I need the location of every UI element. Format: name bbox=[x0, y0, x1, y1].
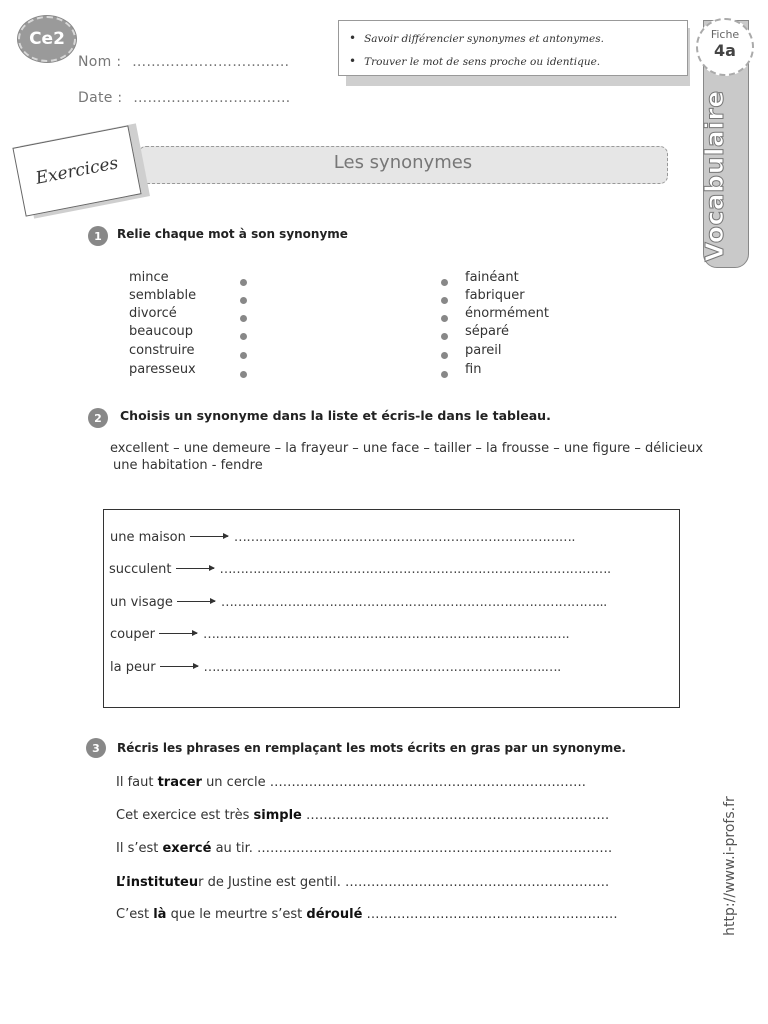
left-word: construire bbox=[129, 343, 195, 358]
exercise-1-number: 1 bbox=[88, 226, 108, 246]
left-match-dot[interactable] bbox=[240, 279, 247, 286]
answer-row[interactable] bbox=[110, 595, 607, 610]
answer-line[interactable]: ……………………………………………………………. bbox=[301, 808, 610, 823]
word-list bbox=[110, 440, 750, 474]
left-match-dot[interactable] bbox=[240, 352, 247, 359]
right-word: séparé bbox=[465, 324, 510, 339]
left-match-dot[interactable] bbox=[240, 333, 247, 340]
answer-row[interactable] bbox=[110, 530, 575, 545]
arrow-icon bbox=[177, 601, 215, 602]
bold-word: L’instituteu bbox=[116, 875, 199, 890]
left-word: divorcé bbox=[129, 306, 177, 321]
row-word: succulent bbox=[109, 562, 172, 577]
site-url: http://www.i-profs.fr bbox=[722, 796, 738, 936]
date-field bbox=[78, 90, 291, 106]
answer-line[interactable]: ……………………………………………………………………….…. bbox=[203, 660, 561, 675]
nom-dots: …………………………… bbox=[132, 54, 290, 70]
bold-word: tracer bbox=[157, 775, 202, 790]
left-match-dot[interactable] bbox=[240, 315, 247, 322]
row-word: une maison bbox=[110, 530, 186, 545]
bold-word: exercé bbox=[162, 841, 212, 856]
answer-line[interactable]: r de Justine est gentil. ……………………………………………………. bbox=[198, 875, 610, 890]
date-label: Date : bbox=[78, 90, 123, 106]
objective-2: • Trouver le mot de sens proche ou identique. bbox=[349, 50, 677, 73]
fiche-badge bbox=[696, 18, 754, 76]
bold-word: déroulé bbox=[306, 907, 363, 922]
fiche-id: 4a bbox=[714, 41, 736, 60]
arrow-icon bbox=[160, 666, 198, 667]
objectives-box bbox=[338, 20, 688, 76]
left-word: mince bbox=[129, 270, 169, 285]
bold-word: là bbox=[153, 907, 167, 922]
left-word: semblable bbox=[129, 288, 197, 303]
exercise-2-instruction: Choisis un synonyme dans la liste et écris-le dans le tableau. bbox=[120, 408, 551, 423]
right-word: énormément bbox=[465, 306, 549, 321]
answer-line[interactable]: un cercle ………………………………………………………………. bbox=[201, 775, 586, 790]
exercise-2-number: 2 bbox=[88, 408, 108, 428]
left-match-dot[interactable] bbox=[240, 371, 247, 378]
row-word: un visage bbox=[110, 595, 173, 610]
word-list-line-2: une habitation - fendre bbox=[113, 458, 263, 473]
exercise-3-instruction: Récris les phrases en remplaçant les mots écrits en gras par un synonyme. bbox=[117, 741, 626, 755]
answer-line[interactable]: ……………………………………………………………………………. bbox=[202, 627, 570, 642]
arrow-icon bbox=[176, 568, 214, 569]
right-match-dot[interactable] bbox=[441, 352, 448, 359]
right-match-dot[interactable] bbox=[441, 333, 448, 340]
right-match-dot[interactable] bbox=[441, 315, 448, 322]
nom-label: Nom : bbox=[78, 54, 122, 70]
row-word: la peur bbox=[110, 660, 156, 675]
level-badge bbox=[18, 16, 76, 62]
answer-table bbox=[103, 509, 680, 708]
left-word: paresseux bbox=[129, 362, 196, 377]
fiche-label: Fiche bbox=[710, 28, 740, 41]
right-word: fainéant bbox=[465, 270, 519, 285]
date-dots: …………………………… bbox=[133, 90, 291, 106]
page-title: Les synonymes bbox=[333, 152, 473, 173]
left-word: beaucoup bbox=[129, 324, 194, 339]
sentence-4[interactable] bbox=[116, 875, 609, 890]
answer-row[interactable] bbox=[110, 660, 561, 675]
sentence-3[interactable]: Il s’est exercé au tir. ………………………………………………………………………. bbox=[116, 841, 613, 856]
answer-row[interactable] bbox=[110, 627, 569, 642]
level-label: Ce2 bbox=[29, 29, 65, 49]
right-match-dot[interactable] bbox=[441, 297, 448, 304]
nom-field bbox=[78, 54, 289, 70]
exercise-1-instruction: Relie chaque mot à son synonyme bbox=[117, 227, 348, 241]
sentence-1[interactable]: Il faut tracer un cercle ………………………………………………………………. bbox=[116, 775, 586, 790]
right-match-dot[interactable] bbox=[441, 279, 448, 286]
answer-line[interactable]: au tir. ………………………………………………………………………. bbox=[211, 841, 613, 856]
right-word: pareil bbox=[465, 343, 502, 358]
answer-line[interactable]: ………………………………………………………………………. bbox=[233, 530, 575, 545]
answer-line[interactable]: …………………………………………………………………………………. bbox=[219, 562, 611, 577]
word-list-line-1: excellent – une demeure – la frayeur – une face – tailler – la frousse – une figure – délicieux bbox=[110, 441, 704, 456]
sentence-5[interactable]: C’est là que le meurtre s’est déroulé ……………………………………………….… bbox=[116, 907, 618, 922]
arrow-icon bbox=[159, 633, 197, 634]
row-word: couper bbox=[110, 627, 155, 642]
answer-line[interactable]: ……………………………………………….… bbox=[362, 907, 618, 922]
left-match-dot[interactable] bbox=[240, 297, 247, 304]
answer-row[interactable] bbox=[109, 562, 611, 577]
exercise-3-number: 3 bbox=[86, 738, 106, 758]
right-word: fin bbox=[465, 362, 482, 377]
exercices-label: Exercices bbox=[34, 153, 120, 189]
exercices-card bbox=[12, 125, 141, 216]
objective-1: • Savoir différencier synonymes et antonymes. bbox=[349, 27, 677, 50]
right-match-dot[interactable] bbox=[441, 371, 448, 378]
subject-label: Vocabulaire bbox=[700, 90, 729, 262]
sentence-2[interactable]: Cet exercice est très simple ……………………………………………………………. bbox=[116, 808, 610, 823]
bold-word: simple bbox=[253, 808, 302, 823]
arrow-icon bbox=[190, 536, 228, 537]
right-word: fabriquer bbox=[465, 288, 525, 303]
answer-line[interactable]: ………………………………………………………………………………... bbox=[220, 595, 607, 610]
